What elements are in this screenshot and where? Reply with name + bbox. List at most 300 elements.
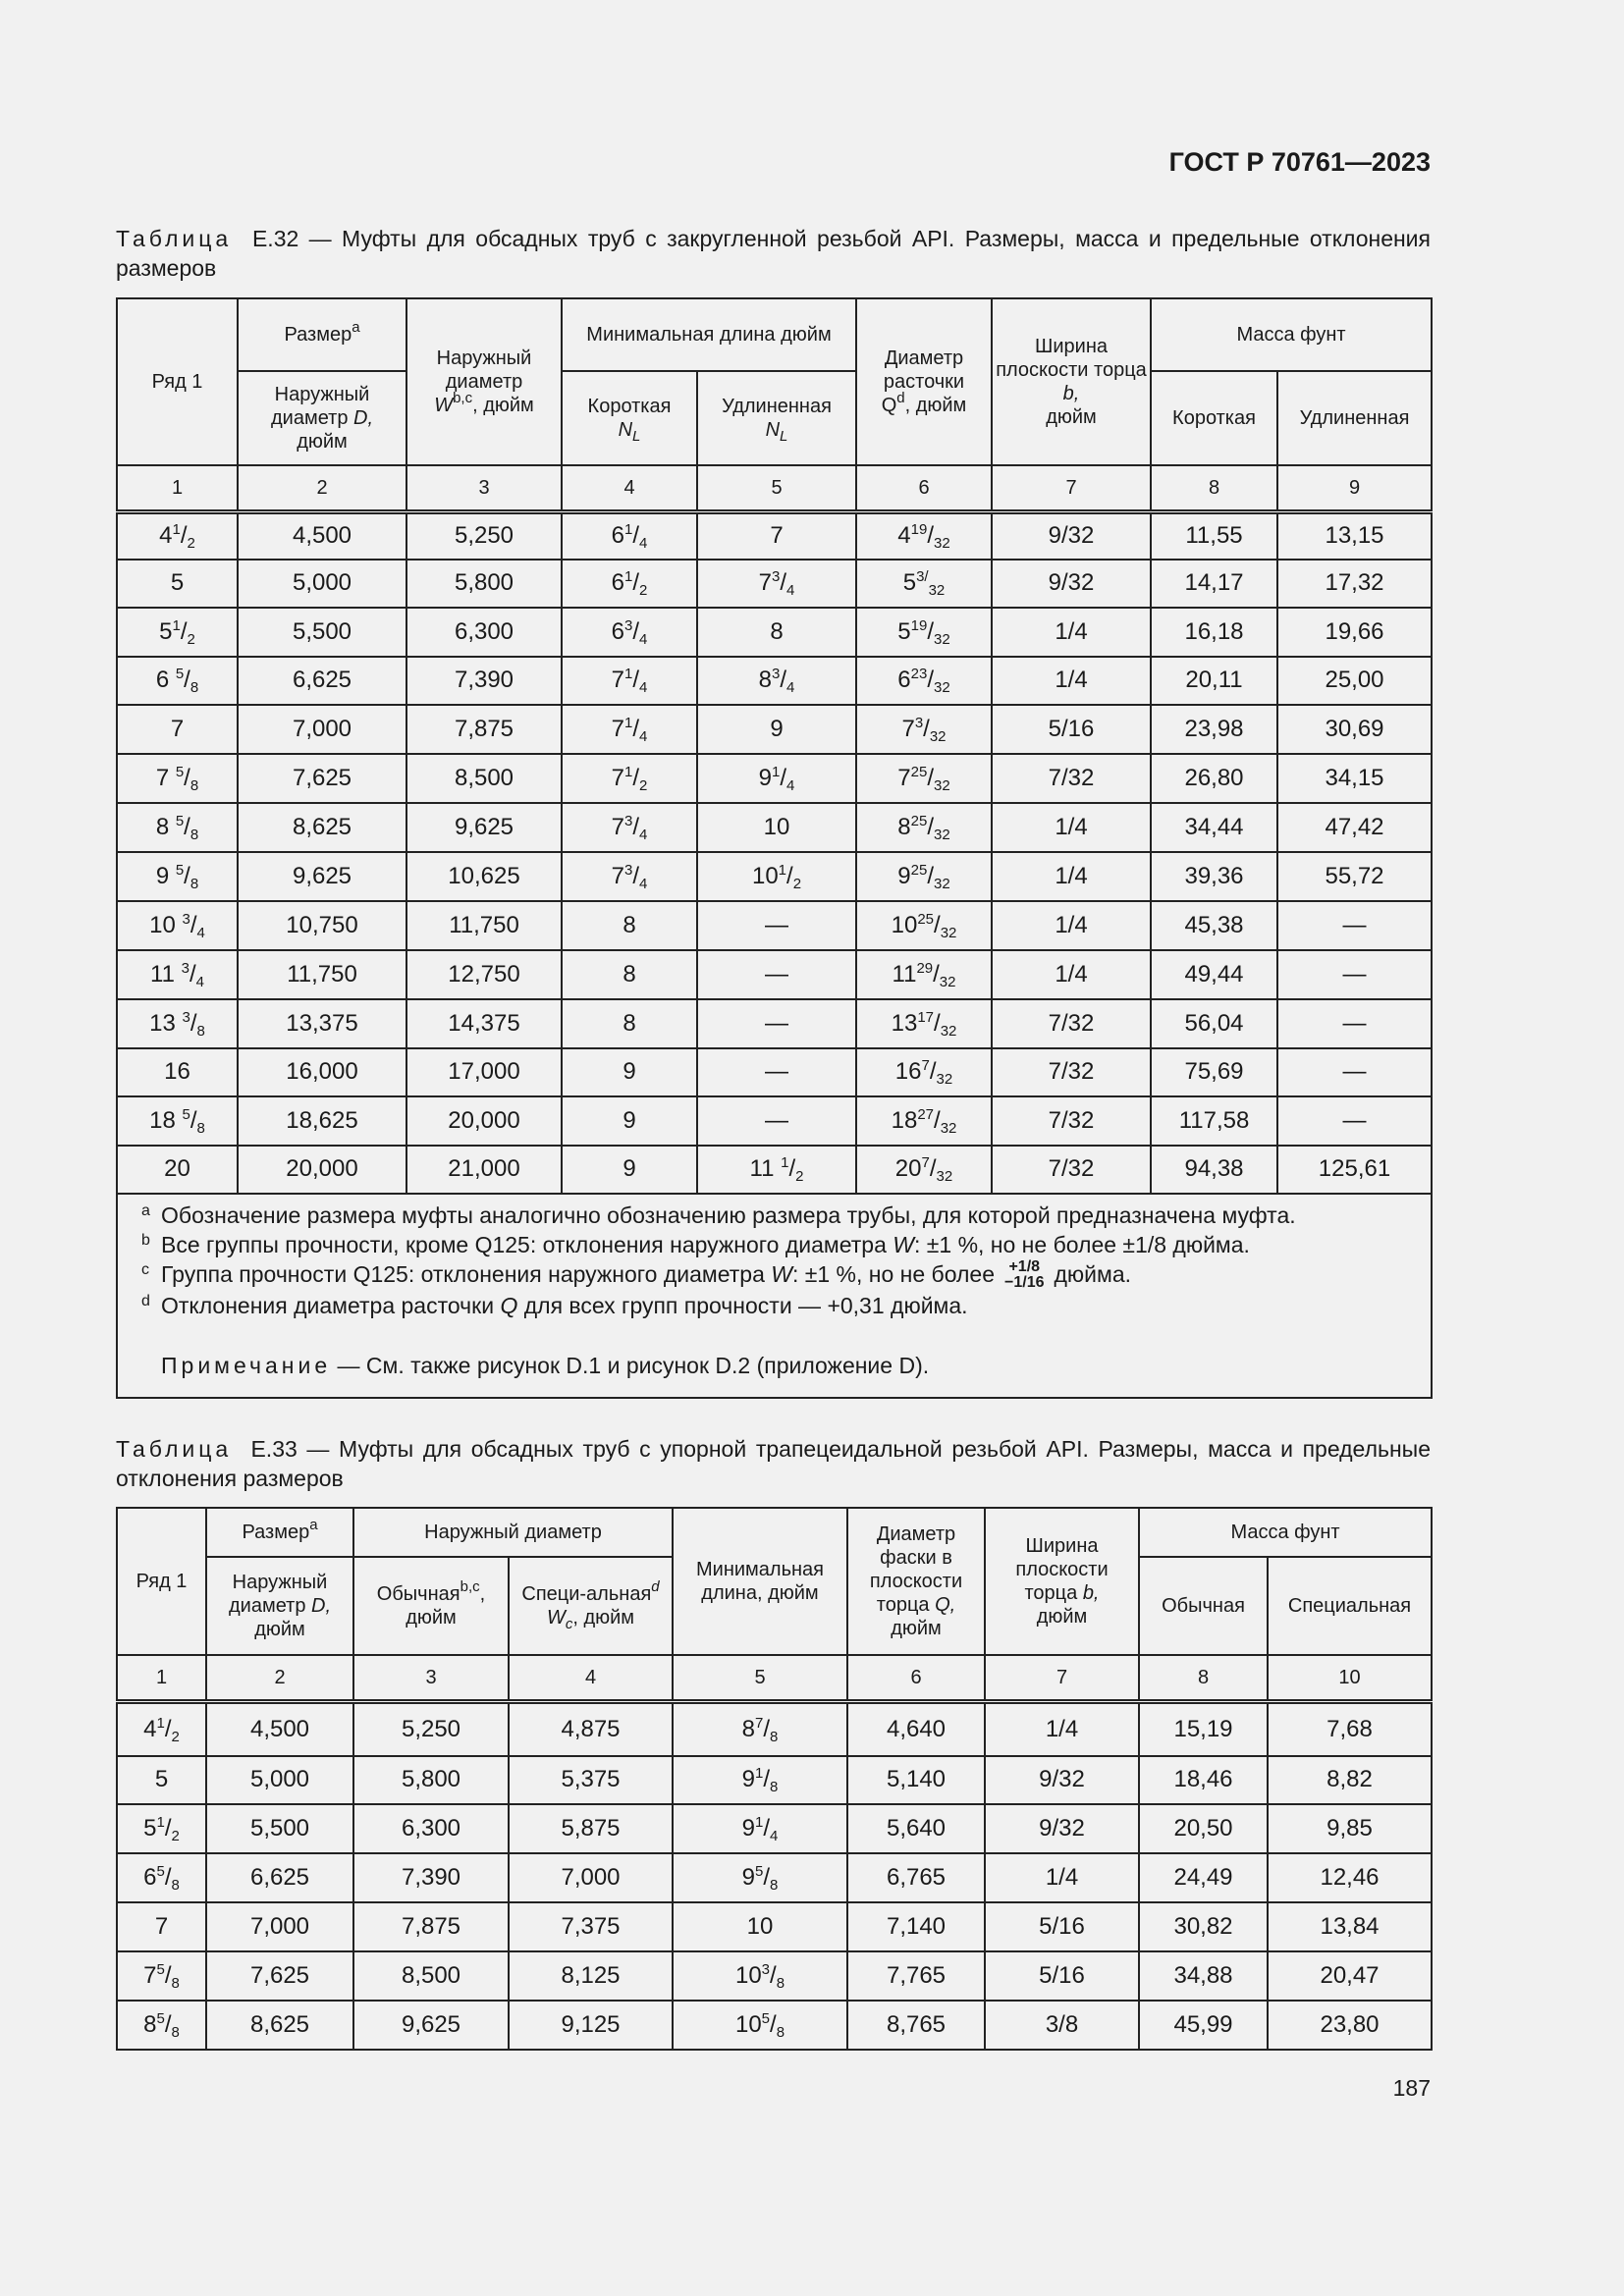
table-cell: [562, 1048, 697, 1096]
header-row-label: Ряд 1: [117, 298, 238, 465]
fraction-value: $9^1/_8$: [741, 1765, 779, 1795]
fraction-value: $5^1/_2$: [143, 1813, 180, 1844]
table-cell: 6,300: [406, 608, 562, 657]
column-number: 1: [117, 465, 238, 512]
table-cell: 47,42: [1277, 803, 1432, 852]
table-cell: 12,46: [1268, 1853, 1432, 1902]
table-cell: [117, 608, 238, 657]
fraction-value: 7: [770, 522, 784, 550]
table-cell: 7/32: [992, 1096, 1151, 1146]
fraction-value: $9^1/_4$: [758, 763, 795, 794]
column-number: 7: [992, 465, 1151, 512]
table-cell: 25,00: [1277, 657, 1432, 705]
table-cell: 6,300: [353, 1804, 509, 1853]
fraction-value: 11 $^3/_4$: [150, 959, 204, 990]
table-cell: 5,500: [238, 608, 406, 657]
table-cell: 14,375: [406, 999, 562, 1048]
fraction-value: $9^{25}/_{32}$: [897, 861, 950, 892]
table-cell: [117, 950, 238, 999]
column-number: 9: [1277, 465, 1432, 512]
fraction-value: $6^1/_4$: [611, 521, 648, 553]
table-cell: 10,750: [238, 901, 406, 950]
table-cell: 7,765: [847, 1951, 985, 2001]
table-cell: [697, 705, 856, 754]
table-cell: [117, 754, 238, 803]
fraction-value: $7^1/_2$: [611, 763, 648, 794]
table-cell: 5,800: [353, 1756, 509, 1804]
table-cell: 8,125: [509, 1951, 673, 2001]
caption-label: Таблица: [116, 1436, 233, 1462]
header-chamfer: Диаметр фаски в плоскости торца Q, дюйм: [847, 1508, 985, 1655]
fraction-value: $7^{25}/_{32}$: [897, 763, 950, 794]
fraction-value: 9 $^5/_8$: [155, 861, 199, 892]
table-cell: 3/8: [985, 2001, 1139, 2050]
table-cell: 1/4: [992, 852, 1151, 901]
table-e32-notes: [117, 1194, 1432, 1398]
table-cell: 9,625: [353, 2001, 509, 2050]
fraction-value: $4^1/_2$: [159, 521, 195, 553]
table-cell: [562, 1146, 697, 1194]
table-cell: [562, 852, 697, 901]
table-cell: [562, 803, 697, 852]
table-e32: [116, 297, 1433, 1399]
header-face-width: Ширина плоскости торца b, дюйм: [992, 298, 1151, 465]
fraction-value: $5^{3/}_{32}$: [902, 568, 946, 599]
fraction-value: 10: [763, 813, 790, 840]
fraction-value: 10 $^3/_4$: [149, 910, 205, 941]
column-numbers-row: [117, 1655, 1432, 1702]
table-cell: [856, 950, 992, 999]
table-cell: —: [1277, 1096, 1432, 1146]
table-cell: [673, 1804, 847, 1853]
header-outer-group: Наружный диаметр: [353, 1508, 673, 1557]
table-cell: 8,625: [206, 2001, 353, 2050]
table-cell: 5,250: [406, 512, 562, 560]
header-mass-long: Удлиненная: [1277, 371, 1432, 465]
table-cell: 7,625: [238, 754, 406, 803]
fraction-value: 5: [154, 1766, 169, 1792]
footnote-c: c Группа прочности Q125: отклонения наружного диаметра W: ±1 %, но не более +1/8 −1/16 дюйма.: [141, 1258, 1132, 1292]
table-cell: 30,69: [1277, 705, 1432, 754]
table-cell: 21,000: [406, 1146, 562, 1194]
fraction-value: $8^5/_8$: [143, 2009, 180, 2041]
table-cell: —: [1277, 999, 1432, 1048]
table-cell: [856, 1096, 992, 1146]
fraction-value: —: [765, 1009, 788, 1037]
table-cell: 1/4: [992, 901, 1151, 950]
column-number: 10: [1268, 1655, 1432, 1702]
fraction-value: $13^{17}/_{32}$: [891, 1008, 957, 1040]
fraction-value: $20^7/_{32}$: [894, 1154, 953, 1185]
table-cell: 13,375: [238, 999, 406, 1048]
table-cell: 75,69: [1151, 1048, 1277, 1096]
table-cell: [117, 1756, 206, 1804]
table-cell: 5,000: [238, 560, 406, 608]
table-cell: 125,61: [1277, 1146, 1432, 1194]
table-cell: 9/32: [985, 1804, 1139, 1853]
table-cell: 1/4: [985, 1702, 1139, 1756]
table-cell: [856, 705, 992, 754]
table-cell: [117, 901, 238, 950]
table-cell: 117,58: [1151, 1096, 1277, 1146]
fraction-value: $11^{29}/_{32}$: [892, 959, 956, 990]
fraction-value: $10^1/_2$: [751, 861, 802, 892]
table-cell: 13,15: [1277, 512, 1432, 560]
header-short: Короткая $N_L$: [562, 371, 697, 465]
table-cell: 5/16: [985, 1951, 1139, 2001]
caption-label: Таблица: [116, 226, 233, 251]
fraction-value: $7^3/_4$: [611, 861, 648, 892]
table-cell: 8,625: [238, 803, 406, 852]
table-cell: 34,15: [1277, 754, 1432, 803]
fraction-value: $10^3/_8$: [734, 1960, 785, 1992]
table-cell: 5,800: [406, 560, 562, 608]
fraction-value: $7^1/_4$: [611, 714, 648, 745]
header-mass-regular: Обычная: [1139, 1557, 1268, 1655]
table-row: [117, 1702, 1432, 1756]
table-row: [117, 1804, 1432, 1853]
table-cell: 16,18: [1151, 608, 1277, 657]
table-cell: 45,38: [1151, 901, 1277, 950]
table-cell: [117, 657, 238, 705]
table-cell: [856, 803, 992, 852]
table-cell: [697, 512, 856, 560]
table-row: [117, 657, 1432, 705]
table-cell: [697, 1146, 856, 1194]
table-cell: [562, 512, 697, 560]
table-cell: [856, 608, 992, 657]
table-cell: [697, 560, 856, 608]
table-cell: [856, 657, 992, 705]
fraction-value: 9: [623, 1155, 636, 1182]
table-cell: [117, 1146, 238, 1194]
table-cell: [117, 512, 238, 560]
fraction-value: 10: [746, 1912, 774, 1940]
fraction-value: 7: [154, 1912, 169, 1940]
table-cell: 49,44: [1151, 950, 1277, 999]
table-cell: 7,375: [509, 1902, 673, 1951]
table-row: [117, 1902, 1432, 1951]
fraction-value: 7: [170, 715, 185, 742]
table-cell: [117, 1853, 206, 1902]
table-cell: 4,875: [509, 1702, 673, 1756]
table-cell: 7/32: [992, 1048, 1151, 1096]
table-cell: 7/32: [992, 1146, 1151, 1194]
table-cell: 7,390: [353, 1853, 509, 1902]
fraction-value: $7^3/_4$: [611, 812, 648, 843]
table-cell: 9,85: [1268, 1804, 1432, 1853]
header-mass: Масса фунт: [1139, 1508, 1432, 1557]
table-cell: [673, 2001, 847, 2050]
table-row: [117, 2001, 1432, 2050]
table-cell: 8,500: [406, 754, 562, 803]
table-cell: 1/4: [992, 608, 1151, 657]
table-cell: 5,140: [847, 1756, 985, 1804]
table-cell: [856, 901, 992, 950]
header-mass-special: Специальная: [1268, 1557, 1432, 1655]
table-cell: 7,000: [206, 1902, 353, 1951]
table-cell: 11,750: [238, 950, 406, 999]
fraction-value: 11 $^1/_2$: [749, 1154, 804, 1185]
table-cell: 11,55: [1151, 512, 1277, 560]
header-outer-d: Наружный диаметр D, дюйм: [238, 371, 406, 465]
table-cell: 34,44: [1151, 803, 1277, 852]
fraction-value: $7^5/_8$: [143, 1960, 180, 1992]
column-number: 2: [206, 1655, 353, 1702]
header-special: Специ-альная$^d$ $W_c$, дюйм: [509, 1557, 673, 1655]
tolerance: +1/8 −1/16: [1004, 1258, 1045, 1292]
header-regular: Обычная$^{b,c}$, дюйм: [353, 1557, 509, 1655]
table-cell: [856, 852, 992, 901]
fraction-value: $6^5/_8$: [143, 1862, 180, 1894]
table-e33-caption: [116, 1434, 1431, 1493]
column-number: 8: [1151, 465, 1277, 512]
fraction-value: $10^{25}/_{32}$: [891, 910, 957, 941]
table-cell: 15,19: [1139, 1702, 1268, 1756]
table-cell: 4,640: [847, 1702, 985, 1756]
table-cell: 6,625: [238, 657, 406, 705]
fraction-value: 13 $^3/_8$: [149, 1008, 205, 1040]
caption-text: Е.32 — Муфты для обсадных труб с закругленной резьбой API. Размеры, масса и предельные отклонения размеров: [116, 226, 1431, 281]
fraction-value: $8^{25}/_{32}$: [897, 812, 950, 843]
table-cell: 7,68: [1268, 1702, 1432, 1756]
table-row: [117, 754, 1432, 803]
table-cell: [117, 1702, 206, 1756]
table-cell: 7,875: [406, 705, 562, 754]
table-cell: 10,625: [406, 852, 562, 901]
header-long: Удлиненная $N_L$: [697, 371, 856, 465]
fraction-value: $7^3/_{32}$: [901, 714, 947, 745]
table-cell: 20,000: [406, 1096, 562, 1146]
table-cell: 5,000: [206, 1756, 353, 1804]
fraction-value: $4^1/_2$: [143, 1714, 180, 1745]
table-cell: 8,82: [1268, 1756, 1432, 1804]
table-cell: 20,000: [238, 1146, 406, 1194]
table-cell: [697, 754, 856, 803]
table-row: [117, 1096, 1432, 1146]
fraction-value: $10^5/_8$: [734, 2009, 785, 2041]
table-cell: 5,640: [847, 1804, 985, 1853]
fraction-value: 8: [623, 1009, 636, 1037]
table-cell: 5,250: [353, 1702, 509, 1756]
table-cell: —: [1277, 901, 1432, 950]
table-cell: 94,38: [1151, 1146, 1277, 1194]
table-cell: [673, 1902, 847, 1951]
table-cell: 6,765: [847, 1853, 985, 1902]
table-cell: [562, 754, 697, 803]
table-cell: 16,000: [238, 1048, 406, 1096]
table-cell: [697, 852, 856, 901]
table-cell: 5,875: [509, 1804, 673, 1853]
table-row: [117, 950, 1432, 999]
table-cell: 7,625: [206, 1951, 353, 2001]
table-cell: 7/32: [992, 754, 1151, 803]
table-cell: 5,375: [509, 1756, 673, 1804]
table-cell: [697, 999, 856, 1048]
column-number: 4: [562, 465, 697, 512]
table-cell: [673, 1853, 847, 1902]
table-cell: 6,625: [206, 1853, 353, 1902]
table-cell: [697, 1096, 856, 1146]
fraction-value: —: [765, 960, 788, 988]
table-cell: 4,500: [206, 1702, 353, 1756]
table-cell: 13,84: [1268, 1902, 1432, 1951]
fraction-value: $5^{19}/_{32}$: [897, 616, 950, 648]
document-id: ГОСТ Р 70761—2023: [1168, 147, 1431, 177]
table-cell: 34,88: [1139, 1951, 1268, 2001]
column-number: 5: [673, 1655, 847, 1702]
table-cell: [117, 852, 238, 901]
table-cell: [562, 901, 697, 950]
header-outer-d: Наружный диаметр D, дюйм: [206, 1557, 353, 1655]
table-cell: [856, 999, 992, 1048]
header-mass-short: Короткая: [1151, 371, 1277, 465]
table-cell: 1/4: [992, 950, 1151, 999]
table-cell: —: [1277, 1048, 1432, 1096]
table-cell: 23,98: [1151, 705, 1277, 754]
table-cell: 7/32: [992, 999, 1151, 1048]
table-cell: 45,99: [1139, 2001, 1268, 2050]
table-cell: 23,80: [1268, 2001, 1432, 2050]
table-cell: [117, 1804, 206, 1853]
table-cell: [117, 1951, 206, 2001]
table-cell: 12,750: [406, 950, 562, 999]
fraction-value: $8^7/_8$: [741, 1714, 779, 1745]
header-bore: Диаметр расточки $Q^d$, дюйм: [856, 298, 992, 465]
table-cell: 14,17: [1151, 560, 1277, 608]
table-cell: 5/16: [992, 705, 1151, 754]
fraction-value: 6 $^5/_8$: [155, 666, 199, 696]
table-cell: [697, 950, 856, 999]
table-cell: [562, 1096, 697, 1146]
column-number: 8: [1139, 1655, 1268, 1702]
fraction-value: —: [765, 1058, 788, 1085]
table-cell: [673, 1951, 847, 2001]
table-cell: [117, 705, 238, 754]
table-cell: [562, 705, 697, 754]
table-cell: 5,500: [206, 1804, 353, 1853]
table-cell: 9/32: [992, 512, 1151, 560]
table-cell: 8,500: [353, 1951, 509, 2001]
fraction-value: 7 $^5/_8$: [155, 763, 199, 794]
table-cell: 17,000: [406, 1048, 562, 1096]
table-cell: 7,390: [406, 657, 562, 705]
table-cell: 5/16: [985, 1902, 1139, 1951]
column-number: 3: [406, 465, 562, 512]
table-cell: [562, 657, 697, 705]
table-cell: 9,125: [509, 2001, 673, 2050]
table-cell: 9,625: [406, 803, 562, 852]
column-number: 6: [847, 1655, 985, 1702]
table-cell: [856, 1048, 992, 1096]
table-cell: 20,47: [1268, 1951, 1432, 2001]
table-cell: 18,625: [238, 1096, 406, 1146]
table-row: [117, 803, 1432, 852]
table-cell: 8,765: [847, 2001, 985, 2050]
table-e32-caption: [116, 224, 1431, 283]
table-row: [117, 705, 1432, 754]
fraction-value: 5: [170, 569, 185, 596]
fraction-value: $6^1/_2$: [611, 568, 648, 599]
column-number: 5: [697, 465, 856, 512]
table-cell: 7,000: [509, 1853, 673, 1902]
table-row: [117, 999, 1432, 1048]
table-cell: 7,875: [353, 1902, 509, 1951]
table-cell: [856, 560, 992, 608]
table-cell: 20,11: [1151, 657, 1277, 705]
fraction-value: 8: [770, 617, 784, 645]
table-cell: 7,000: [238, 705, 406, 754]
header-size: Размер$^a$: [206, 1508, 353, 1557]
table-cell: [562, 608, 697, 657]
fraction-value: $6^{23}/_{32}$: [897, 666, 950, 696]
table-cell: [562, 560, 697, 608]
table-cell: 9,625: [238, 852, 406, 901]
column-number: 7: [985, 1655, 1139, 1702]
table-row: [117, 1756, 1432, 1804]
table-e33: [116, 1507, 1433, 2051]
column-numbers-row: [117, 465, 1432, 512]
table-cell: 55,72: [1277, 852, 1432, 901]
table-cell: 18,46: [1139, 1756, 1268, 1804]
header-min-length: Минимальная длина, дюйм: [673, 1508, 847, 1655]
fraction-value: $9^1/_4$: [741, 1813, 779, 1844]
fraction-value: $18^{27}/_{32}$: [891, 1105, 957, 1137]
column-number: 1: [117, 1655, 206, 1702]
table-cell: —: [1277, 950, 1432, 999]
table-cell: 17,32: [1277, 560, 1432, 608]
table-row: [117, 1853, 1432, 1902]
table-cell: 9/32: [985, 1756, 1139, 1804]
table-cell: [117, 1902, 206, 1951]
table-cell: [697, 1048, 856, 1096]
table-cell: [673, 1756, 847, 1804]
column-number: 4: [509, 1655, 673, 1702]
table-cell: 1/4: [985, 1853, 1139, 1902]
fraction-value: 18 $^5/_8$: [149, 1105, 205, 1137]
table-cell: [117, 1096, 238, 1146]
table-row: [117, 1048, 1432, 1096]
fraction-value: 9: [623, 1106, 636, 1134]
table-row: [117, 1146, 1432, 1194]
fraction-value: 9: [623, 1058, 636, 1085]
fraction-value: $16^7/_{32}$: [894, 1057, 953, 1088]
header-face-width: Ширина плоскости торца b, дюйм: [985, 1508, 1139, 1655]
table-cell: [697, 901, 856, 950]
fraction-value: $4^{19}/_{32}$: [897, 521, 950, 553]
table-cell: [117, 1048, 238, 1096]
footnote-b: b Все группы прочности, кроме Q125: отклонения наружного диаметра W: ±1 %, но не более ±1/8 дюйма.: [141, 1231, 1250, 1257]
page-number: 187: [1392, 2075, 1431, 2101]
table-cell: 24,49: [1139, 1853, 1268, 1902]
fraction-value: $9^5/_8$: [741, 1862, 779, 1894]
fraction-value: 16: [164, 1058, 190, 1085]
table-cell: [673, 1702, 847, 1756]
table-cell: [117, 999, 238, 1048]
column-number: 2: [238, 465, 406, 512]
table-cell: 19,66: [1277, 608, 1432, 657]
header-min-length: Минимальная длина дюйм: [562, 298, 856, 371]
header-size: Размер$^a$: [238, 298, 406, 371]
table-row: [117, 852, 1432, 901]
table-row: [117, 512, 1432, 560]
table-cell: 20,50: [1139, 1804, 1268, 1853]
table-cell: [562, 950, 697, 999]
table-row: [117, 1951, 1432, 2001]
fraction-value: 8 $^5/_8$: [155, 812, 199, 843]
table-cell: 39,36: [1151, 852, 1277, 901]
table-cell: 9/32: [992, 560, 1151, 608]
